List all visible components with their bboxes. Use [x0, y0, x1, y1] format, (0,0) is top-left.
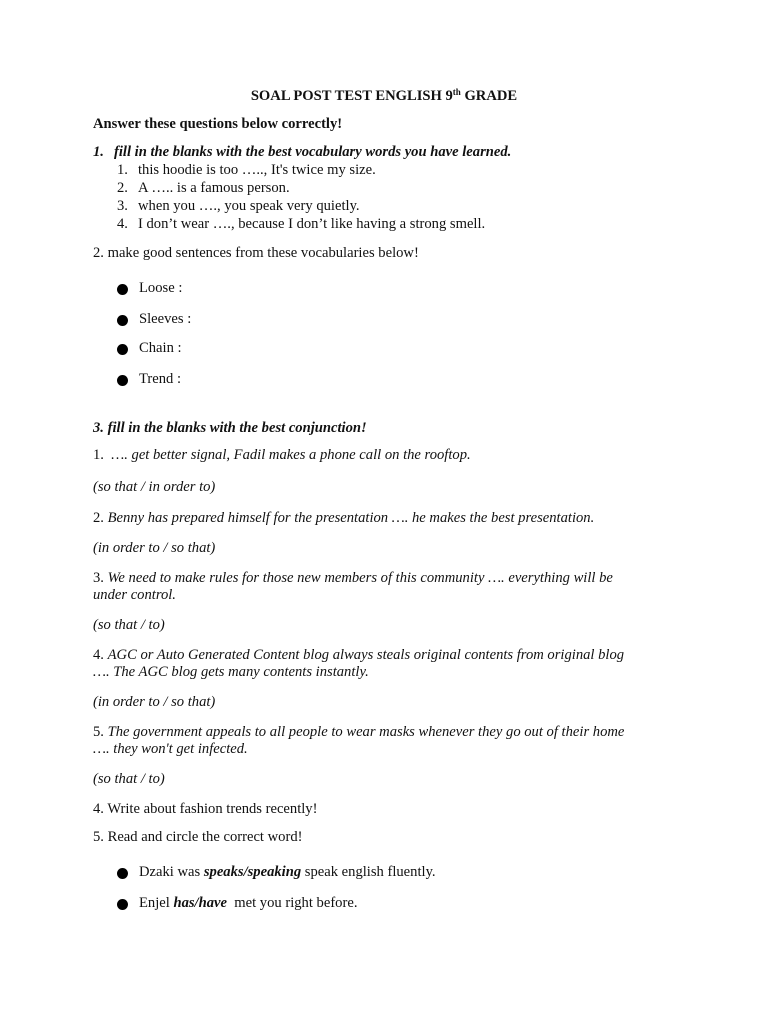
- q3-options: (so that / in order to): [93, 479, 216, 495]
- bullet-icon: [117, 315, 128, 326]
- bullet-icon: [117, 375, 128, 386]
- q1-item: 3. when you …., you speak very quietly.: [117, 198, 360, 214]
- q3-item: 3. We need to make rules for those new members of this community …. everything will be: [93, 570, 613, 586]
- q3-item-continuation: …. The AGC blog gets many contents instantly.: [93, 664, 369, 680]
- bullet-icon: [117, 284, 128, 295]
- page-title: SOAL POST TEST ENGLISH 9th GRADE: [250, 87, 518, 104]
- q2-bullet: Chain :: [139, 340, 182, 356]
- q2-bullet: Loose :: [139, 280, 183, 296]
- q2-bullet: Sleeves :: [139, 311, 192, 327]
- word-choice: speaks/speaking: [203, 864, 302, 880]
- q1-item: 4. I don’t wear …., because I don’t like having a strong smell.: [117, 216, 486, 232]
- bullet-icon: [117, 344, 128, 355]
- q5-bullet: Enjel has/have met you right before.: [139, 895, 358, 911]
- q3-item: 4. AGC or Auto Generated Content blog always steals original contents from original blog: [93, 647, 625, 663]
- q2-bullet: Trend :: [139, 371, 182, 387]
- bullet-icon: [117, 899, 128, 910]
- q5-heading: 5. Read and circle the correct word!: [93, 829, 303, 845]
- q3-item: 2. Benny has prepared himself for the presentation …. he makes the best presentation.: [93, 510, 595, 526]
- q3-item-continuation: under control.: [93, 587, 176, 603]
- q5-bullet: Dzaki was speaks/speaking speak english fluently.: [139, 864, 436, 880]
- word-choice: has/have: [173, 895, 227, 911]
- q3-item: 1. …. get better signal, Fadil makes a phone call on the rooftop.: [93, 447, 471, 463]
- q2-heading: 2. make good sentences from these vocabularies below!: [93, 245, 419, 261]
- q3-options: (so that / to): [93, 617, 165, 633]
- q3-item-continuation: …. they won't get infected.: [93, 741, 248, 757]
- q3-item: 5. The government appeals to all people to wear masks whenever they go out of their home: [93, 724, 625, 740]
- bullet-icon: [117, 868, 128, 879]
- q1-heading: 1. fill in the blanks with the best vocabulary words you have learned.: [93, 144, 512, 160]
- q4-heading: 4. Write about fashion trends recently!: [93, 801, 318, 817]
- q3-heading: 3. fill in the blanks with the best conjunction!: [93, 420, 367, 436]
- instruction: Answer these questions below correctly!: [93, 116, 343, 132]
- q1-item: 1. this hoodie is too ….., It's twice my size.: [117, 162, 376, 178]
- q3-options: (in order to / so that): [93, 540, 216, 556]
- q3-options: (in order to / so that): [93, 694, 216, 710]
- q1-item: 2. A ….. is a famous person.: [117, 180, 290, 196]
- q3-options: (so that / to): [93, 771, 165, 787]
